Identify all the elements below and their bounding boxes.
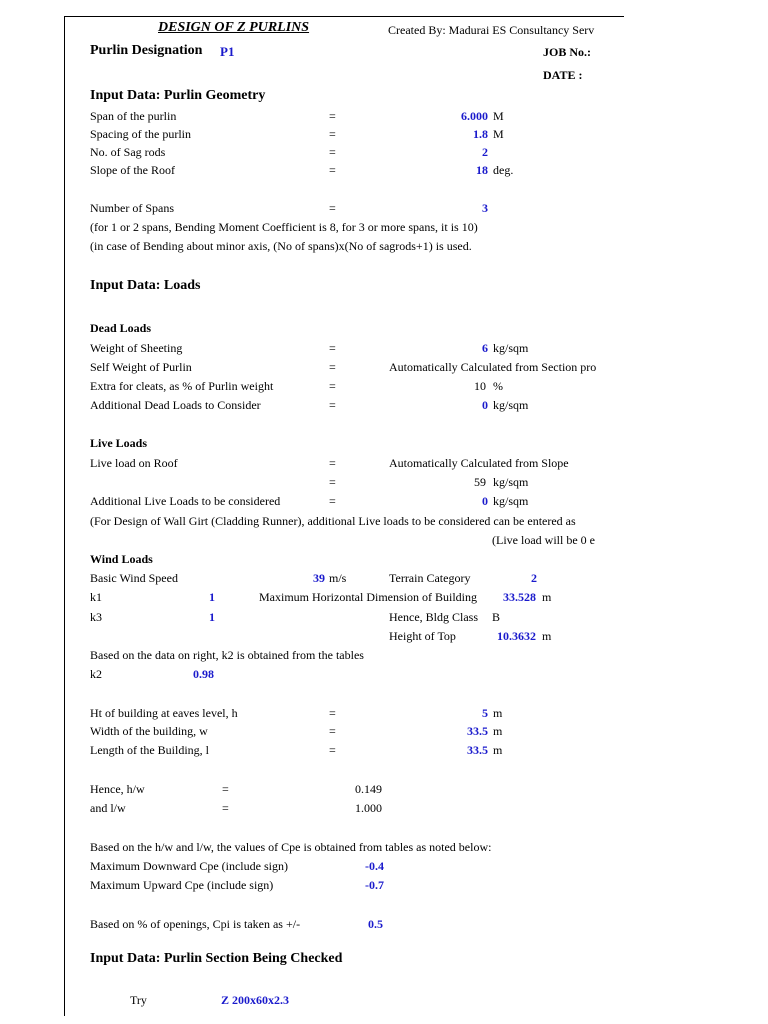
purlin-designation-label: Purlin Designation (90, 43, 203, 58)
sagrods-value[interactable]: 2 (482, 145, 488, 159)
moment-coefficient-note: (for 1 or 2 spans, Bending Moment Coefficient is 8, for 3 or more spans, it is 10) (90, 220, 478, 234)
job-no-label: JOB No.: (543, 45, 591, 59)
self-weight-label: Self Weight of Purlin (90, 360, 192, 374)
span-unit: M (493, 109, 504, 123)
spacing-unit: M (493, 127, 504, 141)
live-roof-label: Live load on Roof (90, 456, 178, 470)
additional-live-label: Additional Live Loads to be considered (90, 494, 281, 508)
additional-dead-unit: kg/sqm (493, 398, 529, 412)
terrain-category-value[interactable]: 2 (531, 571, 537, 585)
section-heading: Input Data: Purlin Section Being Checked (90, 951, 343, 966)
spacing-value[interactable]: 1.8 (473, 127, 488, 141)
minor-axis-note: (in case of Bending about minor axis, (No of spans)x(No of sagrods+1) is used. (90, 239, 472, 253)
span-label: Span of the purlin (90, 109, 177, 123)
basic-wind-speed-label: Basic Wind Speed (90, 571, 178, 585)
left-border (64, 16, 65, 1016)
spans-label: Number of Spans (90, 201, 174, 215)
basic-wind-speed-value[interactable]: 39 (313, 571, 325, 585)
equals-sign: = (329, 398, 336, 412)
equals-sign: = (329, 127, 336, 141)
equals-sign: = (329, 494, 336, 508)
max-dimension-unit: m (542, 590, 552, 604)
cleats-value[interactable]: 10 (474, 379, 486, 393)
k2-label: k2 (90, 667, 102, 681)
building-width-label: Width of the building, w (90, 724, 208, 738)
cpi-label: Based on % of openings, Cpi is taken as +/- (90, 917, 301, 931)
wind-loads-heading: Wind Loads (90, 552, 153, 566)
live-zero-note: (Live load will be 0 e (492, 533, 595, 547)
equals-sign: = (329, 145, 336, 159)
cpe-upward-label: Maximum Upward Cpe (include sign) (90, 878, 274, 892)
sheet-title: DESIGN OF Z PURLINS (158, 20, 310, 35)
cpi-value[interactable]: 0.5 (368, 917, 383, 931)
dead-loads-heading: Dead Loads (90, 321, 152, 335)
k2-note: Based on the data on right, k2 is obtained from the tables (90, 648, 364, 662)
equals-sign: = (222, 801, 229, 815)
live-loads-heading: Live Loads (90, 436, 148, 450)
top-border (64, 16, 624, 17)
self-weight-text: Automatically Calculated from Section pro (389, 360, 597, 374)
max-dimension-label: Maximum Horizontal Dimension of Building (259, 590, 477, 604)
cpe-upward-value[interactable]: -0.7 (365, 878, 384, 892)
cleats-label: Extra for cleats, as % of Purlin weight (90, 379, 274, 393)
building-width-unit: m (493, 724, 503, 738)
additional-live-value[interactable]: 0 (482, 494, 488, 508)
k3-value[interactable]: 1 (209, 610, 215, 624)
lw-label: and l/w (90, 801, 126, 815)
equals-sign: = (222, 782, 229, 796)
k2-value[interactable]: 0.98 (193, 667, 214, 681)
span-value[interactable]: 6.000 (461, 109, 488, 123)
additional-live-unit: kg/sqm (493, 494, 529, 508)
equals-sign: = (329, 163, 336, 177)
geometry-heading: Input Data: Purlin Geometry (90, 88, 266, 103)
equals-sign: = (329, 743, 336, 757)
height-top-value: 10.3632 (497, 629, 536, 643)
height-top-label: Height of Top (389, 629, 456, 643)
terrain-category-label: Terrain Category (389, 571, 471, 585)
k1-label: k1 (90, 590, 102, 604)
equals-sign: = (329, 706, 336, 720)
equals-sign: = (329, 201, 336, 215)
live-calc-unit: kg/sqm (493, 475, 529, 489)
building-length-value[interactable]: 33.5 (467, 743, 488, 757)
hw-label: Hence, h/w (90, 782, 145, 796)
sagrods-label: No. of Sag rods (90, 145, 166, 159)
loads-heading: Input Data: Loads (90, 278, 201, 293)
equals-sign: = (329, 475, 336, 489)
date-label: DATE : (543, 68, 583, 82)
equals-sign: = (329, 341, 336, 355)
sheeting-unit: kg/sqm (493, 341, 529, 355)
equals-sign: = (329, 724, 336, 738)
live-roof-text: Automatically Calculated from Slope (389, 456, 569, 470)
slope-label: Slope of the Roof (90, 163, 175, 177)
cpe-note: Based on the h/w and l/w, the values of Cpe is obtained from tables as noted below: (90, 840, 492, 854)
cleats-unit: % (493, 379, 503, 393)
equals-sign: = (329, 379, 336, 393)
cpe-downward-label: Maximum Downward Cpe (include sign) (90, 859, 288, 873)
cpe-downward-value[interactable]: -0.4 (365, 859, 384, 873)
created-by: Created By: Madurai ES Consultancy Serv (388, 23, 595, 37)
building-width-value[interactable]: 33.5 (467, 724, 488, 738)
max-dimension-value: 33.528 (503, 590, 536, 604)
equals-sign: = (329, 456, 336, 470)
additional-dead-label: Additional Dead Loads to Consider (90, 398, 261, 412)
live-calc-value: 59 (474, 475, 486, 489)
hw-value: 0.149 (355, 782, 382, 796)
sheeting-value[interactable]: 6 (482, 341, 488, 355)
height-top-unit: m (542, 629, 552, 643)
building-length-label: Length of the Building, l (90, 743, 209, 757)
k3-label: k3 (90, 610, 102, 624)
equals-sign: = (329, 109, 336, 123)
additional-dead-value[interactable]: 0 (482, 398, 488, 412)
basic-wind-speed-unit: m/s (329, 571, 347, 585)
bldg-class-value: B (492, 610, 501, 624)
slope-unit: deg. (493, 163, 514, 177)
slope-value[interactable]: 18 (476, 163, 488, 177)
spacing-label: Spacing of the purlin (90, 127, 191, 141)
spans-value[interactable]: 3 (482, 201, 488, 215)
purlin-designation-value[interactable]: P1 (220, 44, 235, 59)
eaves-height-unit: m (493, 706, 503, 720)
sheeting-label: Weight of Sheeting (90, 341, 183, 355)
building-length-unit: m (493, 743, 503, 757)
k1-value[interactable]: 1 (209, 590, 215, 604)
bldg-class-label: Hence, Bldg Class (389, 610, 478, 624)
try-section-value[interactable]: Z 200x60x2.3 (221, 993, 290, 1007)
wall-girt-note: (For Design of Wall Girt (Cladding Runner), additional Live loads to be considered can be entered as (90, 514, 576, 528)
try-label: Try (130, 993, 147, 1007)
eaves-height-label: Ht of building at eaves level, h (90, 706, 238, 720)
lw-value: 1.000 (355, 801, 382, 815)
equals-sign: = (329, 360, 336, 374)
eaves-height-value[interactable]: 5 (482, 706, 488, 720)
